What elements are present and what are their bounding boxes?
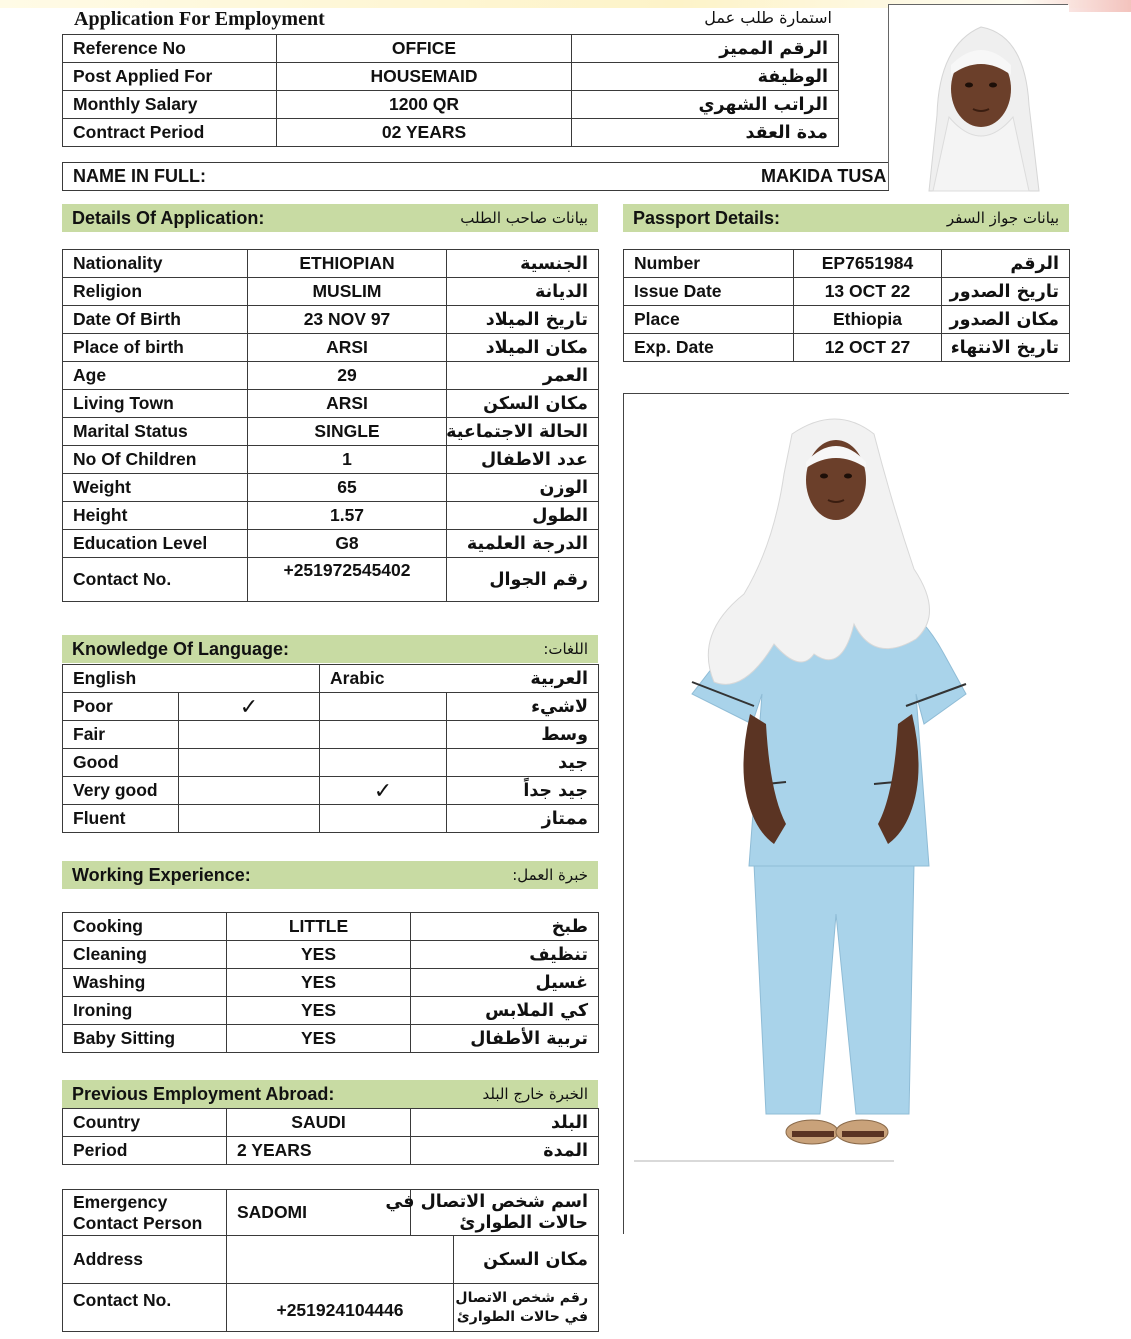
application-row-arabic: عدد الاطفال	[447, 446, 599, 474]
language-level-row	[63, 749, 599, 777]
passport-row	[624, 278, 1070, 306]
summary-row: Monthly Salary 1200 QR الراتب الشهري	[63, 91, 839, 119]
application-row-arabic: الجنسية	[447, 250, 599, 278]
passport-row	[624, 334, 1070, 362]
experience-row-value: YES	[227, 1025, 411, 1053]
abroad-row	[63, 1109, 599, 1137]
emergency-contact-value: +251924104446	[227, 1284, 454, 1332]
application-table	[62, 249, 599, 602]
language-level-label: Good	[63, 749, 179, 777]
language-column-row	[63, 665, 599, 693]
application-row-label: Education Level	[63, 530, 248, 558]
arabic-level-cell	[320, 749, 447, 777]
arabic-level-cell	[320, 693, 447, 721]
abroad-row-value: 2 YEARS	[227, 1137, 411, 1165]
language-level-arabic: جيد	[447, 749, 599, 777]
application-row-label: Nationality	[63, 250, 248, 278]
experience-row	[63, 997, 599, 1025]
abroad-table	[62, 1108, 599, 1165]
passport-row-label: Exp. Date	[624, 334, 794, 362]
application-row-label: Place of birth	[63, 334, 248, 362]
language-level-arabic: جيد جداً	[447, 777, 599, 805]
application-row-value: 65	[248, 474, 447, 502]
summary-table	[62, 34, 839, 147]
form-title-arabic: استمارة طلب عمل	[704, 8, 832, 27]
application-row-arabic: العمر	[447, 362, 599, 390]
arabic-column-label: Arabic	[320, 665, 447, 693]
experience-header: Working Experience: خبرة العمل:	[62, 861, 598, 889]
application-row	[63, 418, 599, 446]
language-header: Knowledge Of Language: اللغات:	[62, 635, 598, 663]
experience-row-value: YES	[227, 969, 411, 997]
application-row	[63, 362, 599, 390]
application-row-arabic: الديانة	[447, 278, 599, 306]
experience-row-value: YES	[227, 941, 411, 969]
language-level-row	[63, 721, 599, 749]
abroad-row	[63, 1137, 599, 1165]
application-row-label: Age	[63, 362, 248, 390]
application-row-label: Living Town	[63, 390, 248, 418]
experience-row	[63, 969, 599, 997]
language-level-row	[63, 805, 599, 833]
experience-table	[62, 912, 599, 1053]
language-level-arabic: وسط	[447, 721, 599, 749]
emergency-table	[62, 1189, 599, 1332]
application-row-value: MUSLIM	[248, 278, 447, 306]
application-row	[63, 558, 599, 602]
language-level-label: Fluent	[63, 805, 179, 833]
experience-row-arabic: غسيل	[411, 969, 599, 997]
english-level-cell	[179, 805, 320, 833]
application-row-arabic: مكان السكن	[447, 390, 599, 418]
application-row-value: 1.57	[248, 502, 447, 530]
arabic-column-label-ar: العربية	[447, 665, 599, 693]
arabic-level-cell	[320, 721, 447, 749]
experience-row	[63, 941, 599, 969]
application-row	[63, 474, 599, 502]
application-row	[63, 278, 599, 306]
application-header: Details Of Application: بيانات صاحب الطلب	[62, 204, 598, 232]
english-level-cell	[179, 693, 320, 721]
experience-row-value: LITTLE	[227, 913, 411, 941]
english-level-cell	[179, 777, 320, 805]
abroad-row-arabic: المدة	[411, 1137, 599, 1165]
application-row-arabic: الطول	[447, 502, 599, 530]
full-body-illustration	[624, 394, 1070, 1235]
abroad-header: Previous Employment Abroad: الخبرة خارج البلد	[62, 1080, 598, 1108]
language-level-row	[63, 693, 599, 721]
passport-row-value: Ethiopia	[794, 306, 942, 334]
check-icon: ✓	[239, 693, 259, 719]
experience-row-label: Cooking	[63, 913, 227, 941]
emergency-contact-row: Contact No. +251924104446 رقم شخص الاتصال في حالات الطوارئ	[63, 1284, 599, 1332]
application-row	[63, 306, 599, 334]
full-body-photo	[623, 393, 1069, 1234]
application-row	[63, 250, 599, 278]
experience-row-arabic: طبخ	[411, 913, 599, 941]
emergency-address-row: Address مكان السكن	[63, 1236, 599, 1284]
passport-row-label: Place	[624, 306, 794, 334]
passport-header: Passport Details: بيانات جواز السفر	[623, 204, 1069, 232]
application-row	[63, 446, 599, 474]
abroad-row-value: SAUDI	[227, 1109, 411, 1137]
application-row	[63, 390, 599, 418]
language-level-arabic: ممتاز	[447, 805, 599, 833]
application-row-arabic: مكان الميلاد	[447, 334, 599, 362]
application-row-label: Date Of Birth	[63, 306, 248, 334]
summary-row: Contract Period 02 YEARS مدة العقد	[63, 119, 839, 147]
abroad-row-label: Period	[63, 1137, 227, 1165]
application-row-label: Marital Status	[63, 418, 248, 446]
abroad-row-label: Country	[63, 1109, 227, 1137]
application-row	[63, 530, 599, 558]
language-level-arabic: لاشيء	[447, 693, 599, 721]
passport-row-value: EP7651984	[794, 250, 942, 278]
application-row-value: SINGLE	[248, 418, 447, 446]
application-row-arabic: رقم الجوال	[447, 558, 599, 602]
application-row-value: +251972545402	[248, 558, 447, 602]
application-row-label: Height	[63, 502, 248, 530]
application-row-value: 29	[248, 362, 447, 390]
application-row-value: G8	[248, 530, 447, 558]
english-level-cell	[179, 721, 320, 749]
english-column-label: English	[63, 665, 320, 693]
application-row-value: ETHIOPIAN	[248, 250, 447, 278]
passport-row-arabic: تاريخ الانتهاء	[942, 334, 1070, 362]
application-row	[63, 334, 599, 362]
experience-row-arabic: تربية الأطفال	[411, 1025, 599, 1053]
abroad-row-arabic: البلد	[411, 1109, 599, 1137]
headshot-photo	[888, 4, 1068, 190]
language-table	[62, 664, 599, 833]
passport-row-label: Issue Date	[624, 278, 794, 306]
passport-table	[623, 249, 1070, 362]
emergency-person-value: SADOMI	[227, 1190, 411, 1236]
application-row-value: 23 NOV 97	[248, 306, 447, 334]
passport-row-value: 13 OCT 22	[794, 278, 942, 306]
passport-row-label: Number	[624, 250, 794, 278]
form-title: Application For Employment	[74, 8, 325, 30]
application-row-value: ARSI	[248, 334, 447, 362]
passport-row-arabic: تاريخ الصدور	[942, 278, 1070, 306]
summary-row: Post Applied For HOUSEMAID الوظيفة	[63, 63, 839, 91]
experience-row-label: Ironing	[63, 997, 227, 1025]
application-row-label: Contact No.	[63, 558, 248, 602]
experience-row-label: Washing	[63, 969, 227, 997]
language-level-label: Very good	[63, 777, 179, 805]
english-level-cell	[179, 749, 320, 777]
application-row	[63, 502, 599, 530]
passport-row-arabic: مكان الصدور	[942, 306, 1070, 334]
language-level-row	[63, 777, 599, 805]
passport-row-value: 12 OCT 27	[794, 334, 942, 362]
experience-row-arabic: تنظيف	[411, 941, 599, 969]
arabic-level-cell	[320, 805, 447, 833]
experience-row-label: Baby Sitting	[63, 1025, 227, 1053]
application-row-arabic: الدرجة العلمية	[447, 530, 599, 558]
emergency-address-value	[227, 1236, 454, 1284]
experience-row	[63, 1025, 599, 1053]
passport-row-arabic: الرقم	[942, 250, 1070, 278]
name-value: MAKIDA TUSA	[761, 166, 887, 186]
summary-row: Reference No OFFICE الرقم المميز	[63, 35, 839, 63]
passport-row	[624, 250, 1070, 278]
application-row-label: Religion	[63, 278, 248, 306]
name-label: NAME IN FULL:	[73, 166, 206, 186]
application-row-label: Weight	[63, 474, 248, 502]
language-level-label: Poor	[63, 693, 179, 721]
check-icon: ✓	[373, 777, 393, 803]
application-row-value: ARSI	[248, 390, 447, 418]
application-row-value: 1	[248, 446, 447, 474]
emergency-person-row: Emergency Contact Person SADOMI اسم شخص الاتصال في حالات الطوارئ	[63, 1190, 599, 1236]
experience-row-value: YES	[227, 997, 411, 1025]
experience-row-arabic: كي الملابس	[411, 997, 599, 1025]
experience-row-label: Cleaning	[63, 941, 227, 969]
language-level-label: Fair	[63, 721, 179, 749]
arabic-level-cell	[320, 777, 447, 805]
application-row-arabic: الوزن	[447, 474, 599, 502]
experience-row	[63, 913, 599, 941]
application-row-arabic: الحالة الاجتماعية	[447, 418, 599, 446]
application-row-label: No Of Children	[63, 446, 248, 474]
passport-row	[624, 306, 1070, 334]
headshot-illustration	[889, 5, 1069, 191]
application-row-arabic: تاريخ الميلاد	[447, 306, 599, 334]
